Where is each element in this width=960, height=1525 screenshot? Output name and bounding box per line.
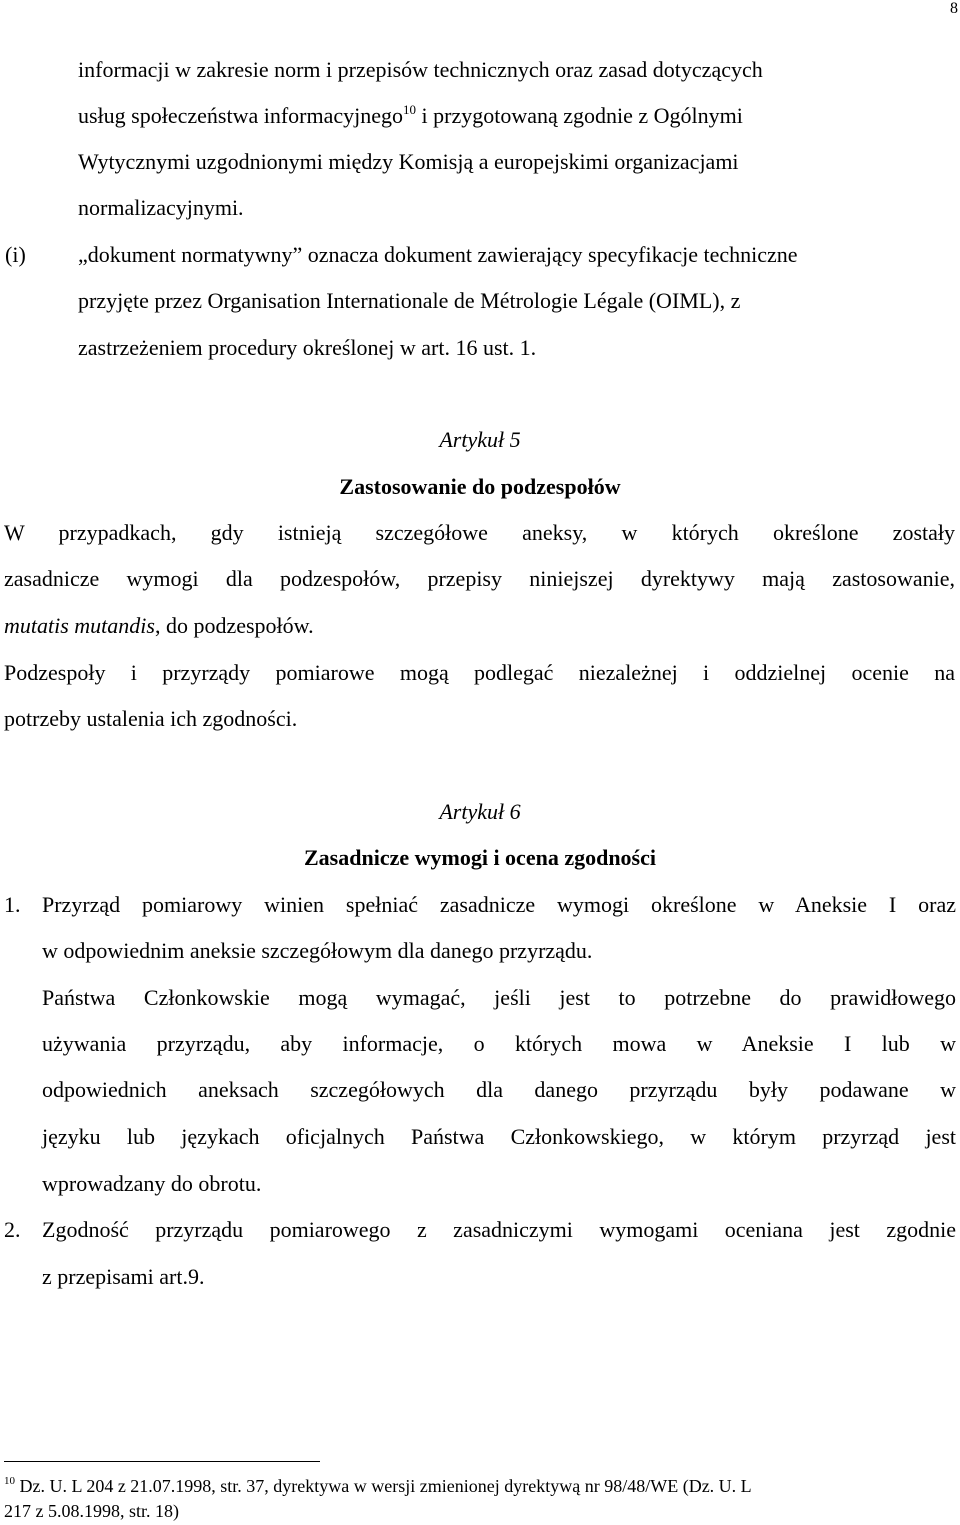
article-6-item-1-para-2-line-2: używania przyrządu, aby informacje, o których mowa w Aneksie I lub w: [42, 1031, 956, 1056]
article-6-item-1-label: 1.: [4, 892, 21, 917]
definition-h-line-2-rest: i przygotowaną zgodnie z Ogólnymi: [416, 103, 743, 128]
definition-i-label: (i): [5, 242, 26, 267]
footnote-line-2: 217 z 5.08.1998, str. 18): [4, 1501, 179, 1521]
article-6-item-2-label: 2.: [4, 1217, 21, 1242]
article-5-paragraph-1-line-2: zasadnicze wymogi dla podzespołów, przepisy niniejszej dyrektywy mają zastosowanie,: [4, 566, 955, 591]
definition-i-line-1: „dokument normatywny” oznacza dokument zawierający specyfikacje techniczne: [78, 242, 798, 267]
article-6-title: Artykuł 6: [439, 799, 521, 824]
article-5-paragraph-2-line-1: Podzespoły i przyrządy pomiarowe mogą podlegać niezależnej i oddzielnej ocenie na: [4, 660, 955, 685]
footnote-text-1: Dz. U. L 204 z 21.07.1998, str. 37, dyrektywa w wersji zmienionej dyrektywą nr 98/48/WE (Dz. U. L: [15, 1476, 752, 1496]
article-6-item-1-para-2-line-1: Państwa Członkowskie mogą wymagać, jeśli jest to potrzebne do prawidłowego: [42, 985, 956, 1010]
definition-h-line-3: Wytycznymi uzgodnionymi między Komisją a europejskimi organizacjami: [78, 149, 739, 174]
article-5-paragraph-1-line-1: W przypadkach, gdy istnieją szczegółowe aneksy, w których określone zostały: [4, 520, 955, 545]
footnote-marker: 10: [4, 1475, 15, 1487]
article-6-item-1-para-2-line-3: odpowiednich aneksach szczegółowych dla danego przyrządu były podawane w: [42, 1077, 956, 1102]
definition-h-line-1: informacji w zakresie norm i przepisów technicznych oraz zasad dotyczących: [78, 57, 763, 82]
article-5-paragraph-2-line-2: potrzeby ustalenia ich zgodności.: [4, 706, 298, 731]
article-6-item-2-line-2: z przepisami art.9.: [42, 1264, 205, 1289]
article-6-item-1-para-2-line-5: wprowadzany do obrotu.: [42, 1171, 262, 1196]
definition-i-line-3: zastrzeżeniem procedury określonej w art. 16 ust. 1.: [78, 335, 537, 360]
article-5-paragraph-1-line-3-rest: , do podzespołów.: [154, 613, 314, 638]
article-6-item-1-line-1: Przyrząd pomiarowy winien spełniać zasadnicze wymogi określone w Aneksie I oraz: [42, 892, 956, 917]
footnote-line-1: [4, 1475, 752, 1497]
article-5-subtitle: Zastosowanie do podzespołów: [339, 474, 621, 499]
article-5-title: Artykuł 5: [439, 427, 521, 452]
page-number: 8: [950, 0, 958, 17]
definition-h-line-2-text: usług społeczeństwa informacyjnego: [78, 103, 404, 128]
definition-h-line-2: [78, 101, 743, 131]
article-5-paragraph-1-line-3: [4, 611, 314, 641]
footnote-reference: 10: [403, 102, 417, 117]
latin-phrase: mutatis mutandis: [4, 613, 155, 638]
definition-i-line-2: przyjęte przez Organisation Internationale de Métrologie Légale (OIML), z: [78, 288, 741, 313]
footnote-separator: [4, 1461, 320, 1462]
definition-h-line-4: normalizacyjnymi.: [78, 195, 244, 220]
article-6-subtitle: Zasadnicze wymogi i ocena zgodności: [304, 845, 656, 870]
article-6-item-2-line-1: Zgodność przyrządu pomiarowego z zasadniczymi wymogami oceniana jest zgodnie: [42, 1217, 956, 1242]
article-6-item-1-para-2-line-4: języku lub językach oficjalnych Państwa Członkowskiego, w którym przyrząd jest: [42, 1124, 956, 1149]
article-6-item-1-line-2: w odpowiednim aneksie szczegółowym dla danego przyrządu.: [42, 938, 593, 963]
